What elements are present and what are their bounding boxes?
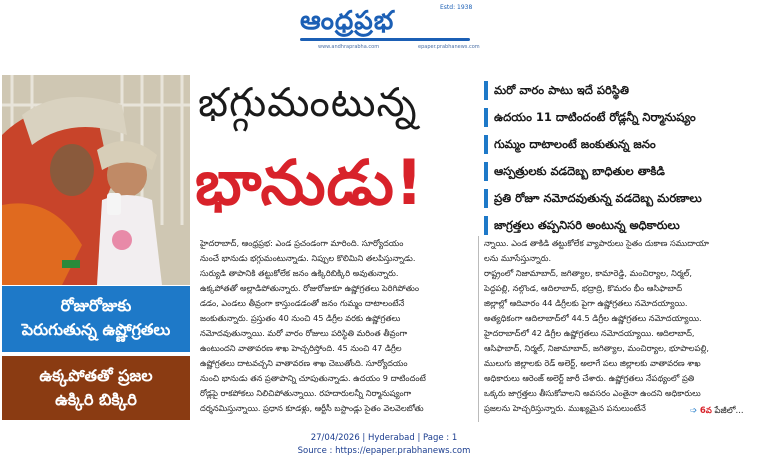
highlight-bullet: జాగ్రత్తలు తప్పనిసరి అంటున్న అధికారులు bbox=[484, 213, 764, 240]
footer-source-link[interactable]: Source : https://epaper.prabhanews.com bbox=[297, 446, 471, 456]
footer-date-line: 27/04/2026 | Hyderabad | Page : 1 bbox=[310, 433, 458, 443]
subheading-line: రోజురోజుకు bbox=[60, 296, 132, 315]
masthead bbox=[0, 0, 768, 62]
subheading-line: ఉక్కిరి బిక్కిరి bbox=[55, 390, 137, 409]
column-divider bbox=[478, 236, 479, 422]
article-line: ఒక్కరు జాగ్రత్తలు తీసుకోవాలని అవసరం ఎంతైనా ఉందని అధికారులు bbox=[484, 388, 701, 398]
logo-url-right: epaper.prabhanews.com bbox=[418, 44, 480, 50]
article-line: హైదరాబాద్‌లో 42 డిగ్రీల ఉష్ణోగ్రతలు నమోదయ్యాయి. ఆదిలాబాద్, bbox=[484, 328, 695, 338]
photo-illustration-icon bbox=[2, 75, 190, 285]
subheading-humidity bbox=[2, 356, 190, 420]
newspaper-logo: ఆంధ్రప్రభ bbox=[300, 6, 395, 36]
article-line: ఉక్కపోతతో అల్లాడిపోతున్నారు. రోజురోజుకూ ఉష్ణోగ్రతలు పెరిగిపోతుం bbox=[200, 283, 419, 293]
article-line: ప్రజలను హెచ్చరిస్తున్నారు. ముఖ్యమైన పనులుంటేనే bbox=[484, 403, 646, 413]
logo-url-left: www.andhraprabha.com bbox=[318, 44, 380, 50]
article-line: రోడ్లపై రాకపోకలు నిలిచిపోతున్నాయి. రహదారులన్నీ నిర్మానుష్యంగా bbox=[200, 388, 412, 398]
article-line: ఉంటుందని వాతావరణ శాఖ హెచ్చరిస్తోంది. 45 నుంచి 47 డిగ్రీల bbox=[200, 343, 402, 353]
highlight-bullet: మరో వారం పాటు ఇదే పరిస్థితి bbox=[484, 78, 764, 105]
page-footer bbox=[0, 432, 768, 458]
headline-top: భగ్గుమంటున్న bbox=[198, 80, 418, 126]
highlight-bullet: ఉదయం 11 దాటిందంటే రోడ్లన్నీ నిర్మానుష్యం bbox=[484, 105, 764, 132]
article-line: నుంచే భానుడు భగ్గుమంటున్నాడు. నిప్పుల కొలిమిని తలపిస్తున్నాడు. bbox=[200, 253, 416, 263]
article-column-1 bbox=[200, 236, 472, 416]
article-column-2 bbox=[484, 236, 764, 416]
headline-main: భానుడు! bbox=[195, 146, 425, 219]
article-line: అత్యధికంగా ఆదిలాబాద్‌లో 44.5 డిగ్రీల ఉష్ణోగ్రతలు నమోదయ్యాయి. bbox=[484, 313, 702, 323]
subheading-line: ఉక్కపోతతో ప్రజల bbox=[39, 366, 153, 385]
article-line: లను మూసేస్తున్నారు. bbox=[484, 253, 552, 263]
subheading-rising-temperatures bbox=[2, 286, 190, 352]
article-line: ములుగు జిల్లాలకు రెడ్ అలెర్ట్, అలాగే పలు జిల్లాలకు వాతావరణ శాఖ bbox=[484, 358, 701, 368]
article-line: ఆసిఫాబాద్, నిర్మల్, నిజామాబాద్, జగిత్యాల, మంచిర్యాల, భూపాలపల్లి, bbox=[484, 343, 710, 353]
logo-swoosh bbox=[300, 38, 470, 41]
continued-page-number: 6వ bbox=[699, 406, 712, 416]
article-line: హైదరాబాద్, ఆంధ్రప్రభ: ఎండ ప్రచండంగా మారింది. సూర్యోదయం bbox=[200, 238, 404, 248]
article-line: దర్శనమిస్తున్నాయి. ప్రధాన కూడళ్లు, ఆర్టీసీ బస్టాండ్లు సైతం వెలవెలబోతు bbox=[200, 403, 424, 413]
article-line: ఉష్ణోగ్రతలు దాటవచ్చని వాతావరణ శాఖ చెబుతోంది. సూర్యోదయం bbox=[200, 358, 408, 368]
article-line: రాష్ట్రంలో నిజామాబాద్, జగిత్యాల, కామారెడ్డి, మంచిర్యాల, నిర్మల్, bbox=[484, 268, 692, 278]
logo-tagline: Estd: 1938 bbox=[440, 4, 473, 11]
arrow-right-icon: ➩ bbox=[690, 406, 698, 416]
woman-and-child-in-heat-photo bbox=[2, 75, 190, 285]
article-line: జిల్లాల్లో ఆదివారం 44 డిగ్రీలకు పైగా ఉష్ణోగ్రతలు నమోదయ్యాయి. bbox=[484, 298, 688, 308]
article-line: నుంచి భానుడు తన ప్రతాపాన్ని చూపుతున్నాడు. ఉదయం 9 దాటిందంటే bbox=[200, 373, 426, 383]
continued-page-label: పేజీలో... bbox=[714, 406, 744, 416]
article-line: డడం, ఎండలు తీవ్రంగా కాస్తుండడంతో జనం గుమ్మం దాటాలంటేనే bbox=[200, 298, 405, 308]
highlight-bullet: గుమ్మం దాటాలంటే జంకుతున్న జనం bbox=[484, 132, 764, 159]
subheading-line: పెరుగుతున్న ఉష్ణోగ్రతలు bbox=[21, 320, 171, 339]
article-line: నమోదవుతున్నాయి. మరో వారం రోజులు పరిస్థితి మరింత తీవ్రంగా bbox=[200, 328, 408, 338]
article-line: అధికారులు ఆరెంజ్ అలెర్ట్ జారీ చేశారు. ఉష్ణోగ్రతలు నేపథ్యంలో ప్రతి bbox=[484, 373, 695, 383]
article-line: పెద్దపల్లి, నల్గొండ, ఆదిలాబాద్, భద్రాద్రి, కొమరం భీం ఆసిఫాబాద్ bbox=[484, 283, 683, 293]
continued-on-page[interactable] bbox=[690, 406, 744, 418]
article-line: సుర్యుడి తాపానికి తట్టుకోలేక జనం ఉక్కిరిబిక్కిరి అవుతున్నారు. bbox=[200, 268, 399, 278]
article-line: జంకుతున్నారు. ప్రస్తుతం 40 నుంచి 45 డిగ్రీల వరకు ఉష్ణోగ్రతలు bbox=[200, 313, 401, 323]
article-line: న్నాయి. ఎండ తాకిడి తట్టుకోలేక వ్యాపారులు సైతం దుకాణ సముదాయా bbox=[484, 238, 709, 248]
highlight-bullet: ఆస్పత్రులకు వడదెబ్బ బాధితుల తాకిడి bbox=[484, 159, 764, 186]
highlight-bullet: ప్రతి రోజూ నమోదవుతున్న వడదెబ్బ మరణాలు bbox=[484, 186, 764, 213]
highlight-bullets bbox=[484, 78, 764, 240]
